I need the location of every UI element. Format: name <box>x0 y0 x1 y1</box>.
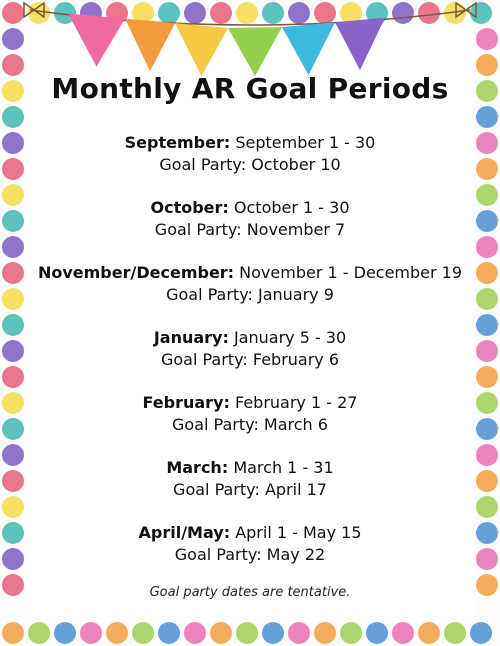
period-month: February: <box>142 393 230 412</box>
period-month: October: <box>150 198 229 217</box>
bow-icon <box>456 3 476 17</box>
bunting-banner-icon <box>0 0 500 80</box>
goal-period <box>0 197 500 241</box>
period-range: November 1 - December 19 <box>239 263 463 282</box>
pennant-flag <box>68 13 125 66</box>
goal-party-date: Goal Party: February 6 <box>160 350 340 369</box>
border-dot <box>132 622 154 644</box>
period-range: October 1 - 30 <box>233 198 350 217</box>
goal-period <box>0 522 500 566</box>
page-title: Monthly AR Goal Periods <box>51 72 449 105</box>
pennant-flag <box>228 27 282 76</box>
bow-icon <box>24 3 44 17</box>
period-range: January 5 - 30 <box>233 328 347 347</box>
goal-party-date: Goal Party: March 6 <box>172 415 328 434</box>
goal-party-date: Goal Party: October 10 <box>159 155 341 174</box>
period-month: January: <box>153 328 229 347</box>
border-dot <box>444 622 466 644</box>
goal-party-date: Goal Party: January 9 <box>166 285 334 304</box>
border-dot <box>392 622 414 644</box>
goal-party-date: Goal Party: May 22 <box>174 545 326 564</box>
period-range: February 1 - 27 <box>235 393 358 412</box>
border-dot <box>340 622 362 644</box>
period-range: March 1 - 31 <box>233 458 334 477</box>
period-month: November/December: <box>37 263 235 282</box>
goal-period <box>0 132 500 176</box>
pennant-flag <box>282 22 335 75</box>
border-dot <box>158 622 180 644</box>
border-dot <box>106 622 128 644</box>
border-dot <box>54 622 76 644</box>
border-dot <box>210 622 232 644</box>
pennant-flag <box>175 23 228 76</box>
footnote: Goal party dates are tentative. <box>149 585 351 600</box>
goal-party-date: Goal Party: April 17 <box>173 480 327 499</box>
border-dot <box>2 622 24 644</box>
border-dot <box>418 622 440 644</box>
border-dot <box>2 106 24 128</box>
pennant-flag <box>335 18 385 71</box>
border-dot <box>262 622 284 644</box>
border-dot <box>288 622 310 644</box>
border-dot <box>184 622 206 644</box>
border-dot <box>80 622 102 644</box>
border-dot <box>28 622 50 644</box>
border-dot <box>314 622 336 644</box>
border-dot <box>470 622 492 644</box>
goal-period-list <box>0 132 500 587</box>
period-month: March: <box>166 458 229 477</box>
goal-period <box>0 262 500 306</box>
period-month: April/May: <box>138 523 231 542</box>
period-range: April 1 - May 15 <box>235 523 362 542</box>
border-dot <box>366 622 388 644</box>
pennant-flag <box>125 19 175 72</box>
border-dot <box>476 106 498 128</box>
border-dot <box>236 622 258 644</box>
period-range: September 1 - 30 <box>235 133 376 152</box>
goal-period <box>0 457 500 501</box>
goal-period <box>0 327 500 371</box>
period-month: September: <box>124 133 231 152</box>
goal-period <box>0 392 500 436</box>
goal-party-date: Goal Party: November 7 <box>154 220 346 239</box>
